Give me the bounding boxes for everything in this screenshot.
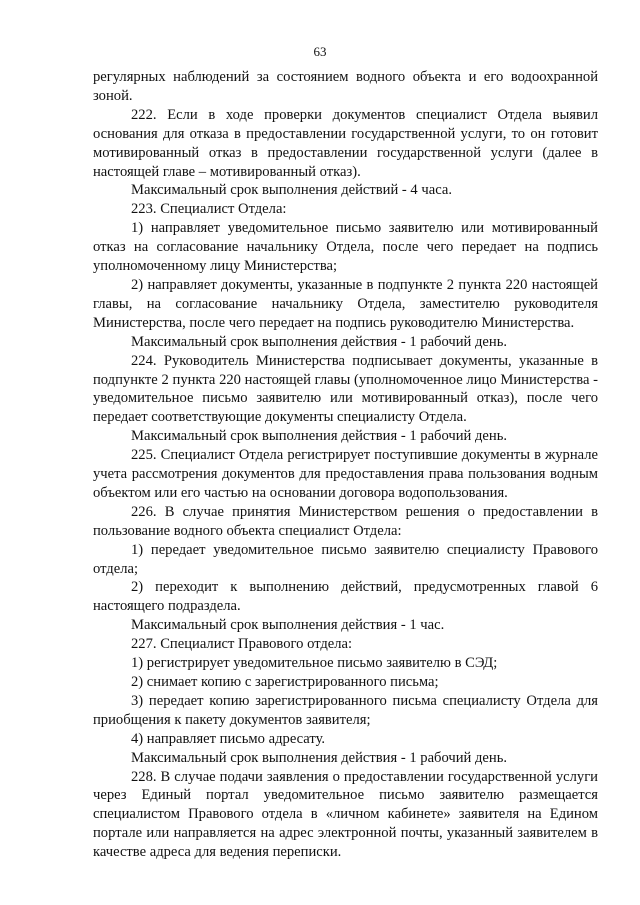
paragraph: 3) передает копию зарегистрированного письма специалисту Отдела для приобщения к пакету документов заявителя;	[93, 692, 598, 728]
paragraph: 227. Специалист Правового отдела:	[131, 636, 353, 653]
paragraph: 1) передает уведомительное письмо заявителю специалисту Правового отдела;	[93, 541, 598, 577]
paragraph: 2) направляет документы, указанные в подпункте 2 пункта 220 настоящей главы, на согласование начальнику Отдела, заместителю руководителя Министерства, после чего передает на подпись руководителю Министерства.	[93, 276, 598, 331]
paragraph: 228. В случае подачи заявления о предоставлении государственной услуги через Единый портал уведомительное письмо заявителю размещается специалистом Правового отдела в «личном кабинете» заявителя на Едином портале или направляется на адрес электронной почты, указанный заявителем в качестве адреса для ведения переписки.	[93, 768, 598, 861]
document-body	[93, 68, 598, 862]
paragraph: 225. Специалист Отдела регистрирует поступившие документы в журнале учета рассмотрения документов для предоставления права пользования водным объектом или его частью на основании договора водопользования.	[93, 447, 598, 501]
paragraph: 4) направляет письмо адресату.	[131, 730, 326, 747]
paragraph: регулярных наблюдений за состоянием водного объекта и его водоохранной зоной.	[93, 69, 598, 104]
paragraph: Максимальный срок выполнения действия - 1 час.	[131, 617, 445, 634]
page-number: 63	[313, 44, 327, 59]
paragraph: 2) переходит к выполнению действий, предусмотренных главой 6 настоящего подраздела.	[93, 579, 598, 615]
paragraph: Максимальный срок выполнения действия - 1 рабочий день.	[131, 333, 508, 350]
paragraph: Максимальный срок выполнения действия - 1 рабочий день.	[131, 428, 508, 445]
paragraph: 1) направляет уведомительное письмо заявителю или мотивированный отказ на согласование начальнику Отдела, после чего передает на подпись уполномоченному лицу Министерства;	[93, 220, 598, 275]
paragraph: 224. Руководитель Министерства подписывает документы, указанные в подпункте 2 пункта 220 настоящей главы (уполномоченное лицо Министерства - уведомительное письмо заявителю или мотивированный отказ), после чего передает соответствующие документы специалисту Отдела.	[93, 352, 598, 426]
paragraph: 1) регистрирует уведомительное письмо заявителю в СЭД;	[131, 655, 498, 672]
paragraph: Максимальный срок выполнения действий - 4 часа.	[131, 182, 452, 199]
paragraph: 223. Специалист Отдела:	[131, 201, 287, 218]
paragraph: Максимальный срок выполнения действия - 1 рабочий день.	[131, 749, 508, 766]
paragraph: 222. Если в ходе проверки документов специалист Отдела выявил основания для отказа в предоставлении государственной услуги, то он готовит мотивированный отказ в предоставлении государственной услуги (далее в настоящей главе – мотивированный отказ).	[93, 106, 598, 180]
paragraph: 2) снимает копию с зарегистрированного письма;	[131, 674, 439, 690]
paragraph: 226. В случае принятия Министерством решения о предоставлении в пользование водного объекта специалист Отдела:	[93, 503, 598, 539]
